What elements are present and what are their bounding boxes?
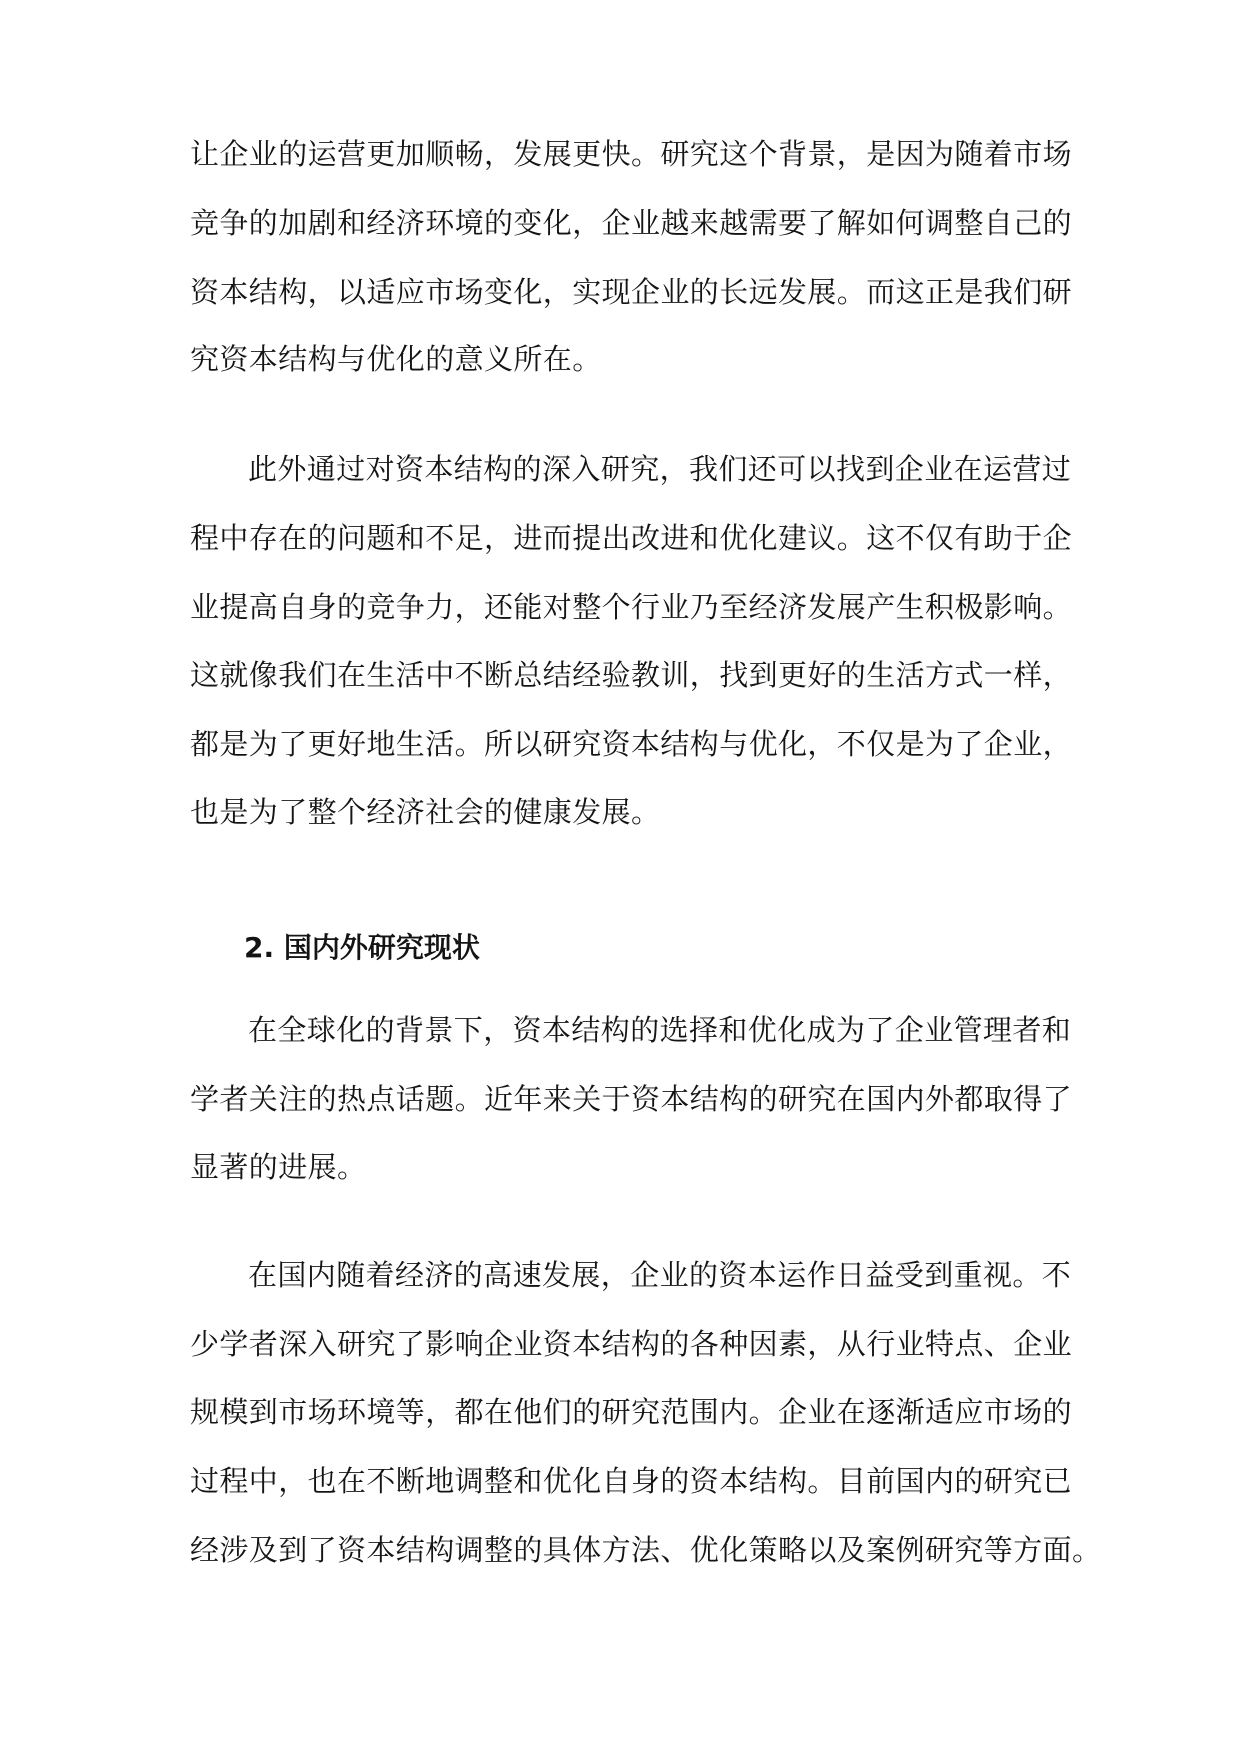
body-text-line: 都是为了更好地生活。所以研究资本结构与优化，不仅是为了企业， — [190, 727, 1073, 761]
body-text-line: 程中存在的问题和不足，进而提出改进和优化建议。这不仅有助于企 — [190, 521, 1073, 555]
body-text-line: 这就像我们在生活中不断总结经验教训，找到更好的生活方式一样， — [190, 658, 1073, 692]
section-heading: 2. 国内外研究现状 — [244, 931, 480, 964]
body-text-line: 竞争的加剧和经济环境的变化，企业越来越需要了解如何调整自己的 — [190, 206, 1073, 240]
body-text-line: 资本结构，以适应市场变化，实现企业的长远发展。而这正是我们研 — [190, 275, 1073, 309]
body-text-line: 业提高自身的竞争力，还能对整个行业乃至经济发展产生积极影响。 — [190, 590, 1073, 624]
body-text-line: 规模到市场环境等，都在他们的研究范围内。企业在逐渐适应市场的 — [190, 1395, 1073, 1429]
body-text-line: 究资本结构与优化的意义所在。 — [190, 342, 602, 376]
body-text-line: 显著的进展。 — [190, 1150, 367, 1184]
body-text-line: 让企业的运营更加顺畅，发展更快。研究这个背景，是因为随着市场 — [190, 137, 1073, 171]
paragraph-first-line: 在全球化的背景下，资本结构的选择和优化成为了企业管理者和 — [248, 1013, 1072, 1047]
body-text-line: 过程中，也在不断地调整和优化自身的资本结构。目前国内的研究已 — [190, 1464, 1073, 1498]
body-text-line: 少学者深入研究了影响企业资本结构的各种因素，从行业特点、企业 — [190, 1327, 1073, 1361]
paragraph-first-line: 在国内随着经济的高速发展，企业的资本运作日益受到重视。不 — [248, 1258, 1072, 1292]
paragraph-first-line: 此外通过对资本结构的深入研究，我们还可以找到企业在运营过 — [248, 452, 1072, 486]
body-text-line: 也是为了整个经济社会的健康发展。 — [190, 795, 661, 829]
body-text-line: 经涉及到了资本结构调整的具体方法、优化策略以及案例研究等方面。 — [190, 1533, 1102, 1567]
body-text-line: 学者关注的热点话题。近年来关于资本结构的研究在国内外都取得了 — [190, 1082, 1073, 1116]
